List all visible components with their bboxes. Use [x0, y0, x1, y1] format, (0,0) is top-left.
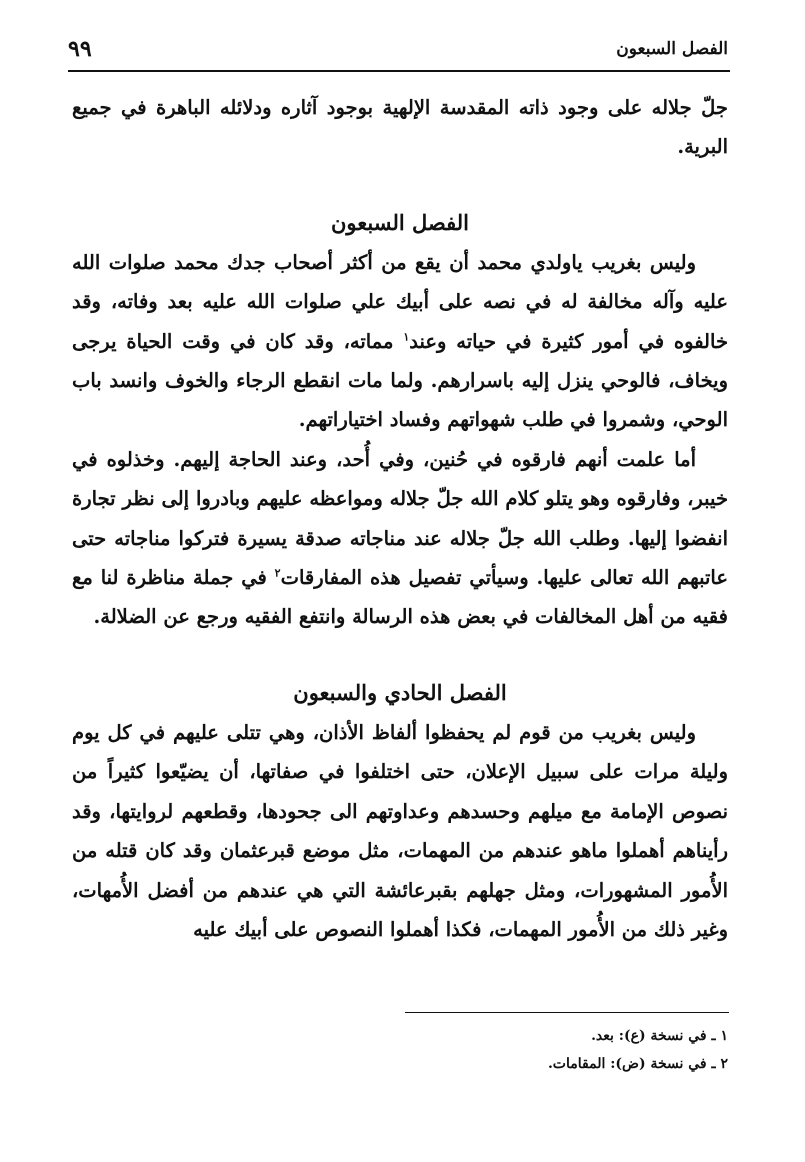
section-heading-71: الفصل الحادي والسبعون: [293, 679, 507, 705]
page-number: ٩٩: [68, 36, 92, 62]
running-title: الفصل السبعون: [616, 39, 728, 59]
footnote-ref-2: ٢: [274, 566, 281, 580]
paragraph-text-cont: مماته، وقد كان في وقت الحياة يرجى ويخاف، فالوحي ينزل إليه باسرارهم. ولما مات انقطع الرجاء والخوف وانسد باب الوحي، وشمروا في طلب شهواتهم وفساد اختياراتهم.: [72, 329, 728, 432]
section-70-paragraph-2: [72, 440, 728, 637]
paragraph-text: أما علمت أنهم فارقوه في حُنين، وفي أُحد، وعند الحاجة إليهم. وخذلوه في خيبر، وفارقوه وهو يتلو كلام الله جلّ جلاله ومواعظه عليهم وبادروا إلى نظر تجارة انفضوا إليها. وطلب الله جلّ جلاله عند مناجاته صدقة يسيرة فتركوا مناجاته حتى عاتبهم الله تعالى عليها. وسيأتي تفصيل هذه المفارقات: [72, 447, 728, 590]
footnote-2: ٢ ـ في نسخة (ض): المقامات.: [547, 1056, 728, 1072]
footnote-1: ١ ـ في نسخة (ع): بعد.: [591, 1028, 728, 1044]
paragraph-text: وليس بغريب ياولدي محمد أن يقع من أكثر أصحاب جدك محمد صلوات الله عليه وآله مخالفة له في نصه على أبيك علي صلوات الله عليه بعد وفاته، وقد خالفوه في أمور كثيرة في حياته وعند: [72, 250, 728, 353]
footnote-ref-1: ١: [403, 330, 410, 344]
intro-paragraph: جلّ جلاله على وجود ذاته المقدسة الإلهية بوجود آثاره ودلائله الباهرة في جميع البرية.: [72, 96, 728, 159]
footnote-rule: [405, 1012, 729, 1013]
page-body: [72, 88, 728, 949]
header-rule: [68, 70, 730, 72]
paragraph-text-cont: في جملة مناظرة لنا مع فقيه من أهل المخالفات في بعض هذه الرسالة وانتفع الفقيه ورجع عن الضلالة.: [72, 566, 728, 629]
section-gap: [72, 637, 728, 673]
section-70-paragraph-1: [72, 243, 728, 440]
section-gap: [72, 167, 728, 203]
footnotes: [300, 1022, 728, 1078]
section-heading-70: الفصل السبعون: [331, 209, 469, 235]
section-71-paragraph-1: وليس بغريب من قوم لم يحفظوا ألفاظ الأذان، وهي تتلى عليهم في كل يوم وليلة مرات على سبيل الإعلان، حتى اختلفوا في صفاتها، أن يضيّعوا كثيراً من نصوص الإمامة مع ميلهم وحسدهم وعداوتهم الى جحودها، وقطعهم لروايتها، وقد رأيناهم أهملوا ماهو عندهم من المهمات، مثل موضع قبرعثمان وقد كان قتله من الأُمور المشهورات، ومثل جهلهم بقبرعائشة التي هي عندهم من أفضل الأُمهات، وغير ذلك من الأُمور المهمات، فكذا أهملوا النصوص على أبيك عليه: [72, 720, 728, 941]
page-header: [68, 32, 728, 66]
